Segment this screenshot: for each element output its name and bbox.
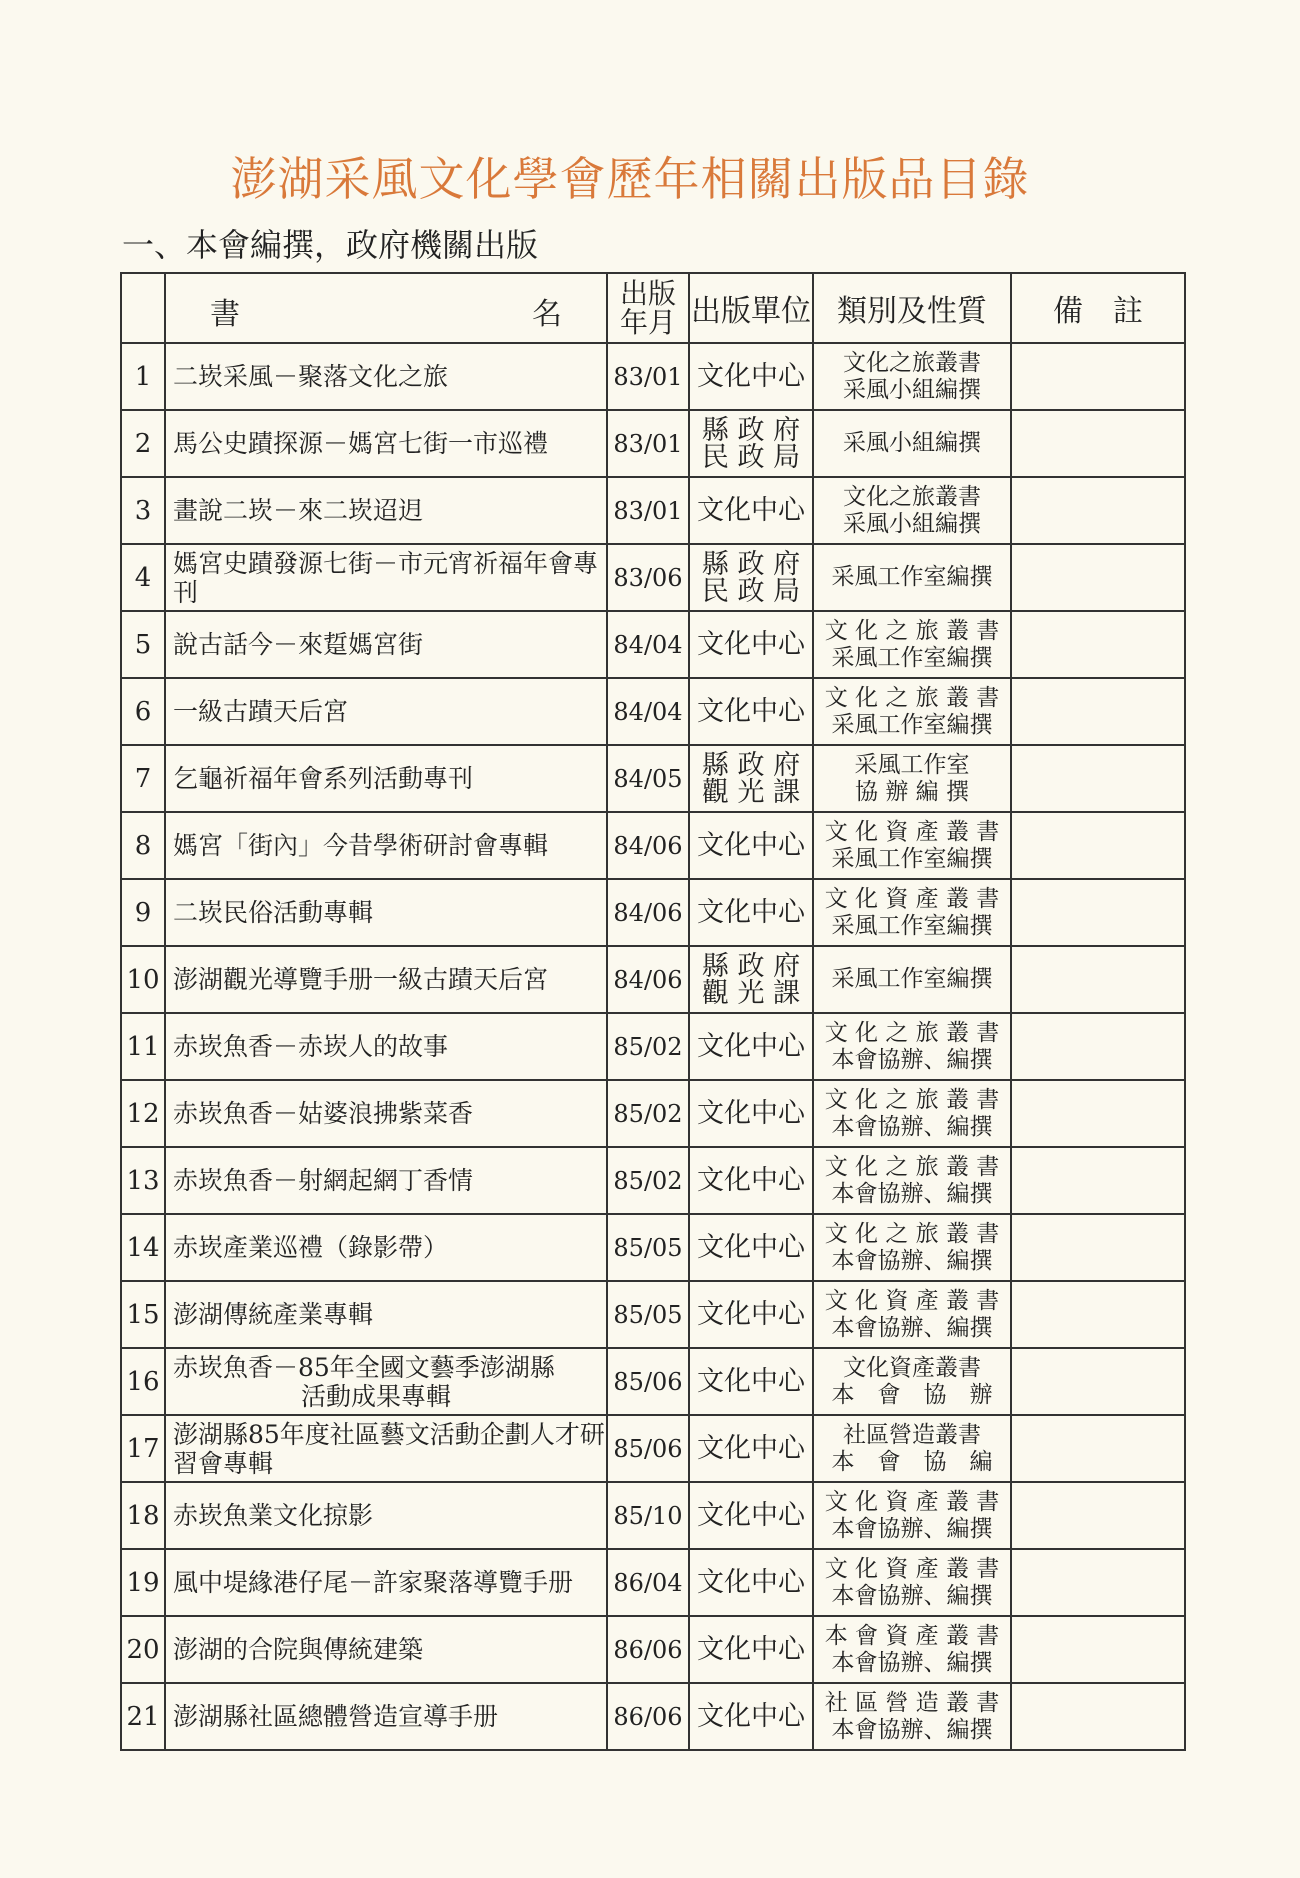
row-number: 19 [121, 1549, 165, 1616]
row-category [813, 1683, 1011, 1750]
row-category [813, 1348, 1011, 1415]
header-date-line2: 年月 [619, 306, 676, 339]
row-title [165, 1147, 607, 1214]
row-date: 83/01 [607, 410, 689, 477]
row-title [165, 1415, 607, 1482]
publisher-line: 縣 政 府 [701, 950, 801, 982]
category-line: 本 會 資 產 叢 書 [824, 1622, 1000, 1649]
category-line: 采風工作室編撰 [831, 912, 993, 939]
row-date: 85/06 [607, 1348, 689, 1415]
row-publisher [689, 1013, 813, 1080]
table-header-row [121, 273, 1185, 343]
row-title-text: 媽宮史蹟發源七街－市元宵祈福年會專刊 [173, 548, 599, 607]
table-row [121, 1415, 1185, 1482]
row-date: 86/06 [607, 1683, 689, 1750]
row-date: 85/05 [607, 1281, 689, 1348]
table-row [121, 611, 1185, 678]
header-number [121, 273, 165, 343]
row-publisher [689, 812, 813, 879]
row-note [1011, 1214, 1185, 1281]
publisher-line: 文化中心 [697, 629, 805, 660]
row-note [1011, 946, 1185, 1013]
publisher-line: 文化中心 [697, 495, 805, 526]
row-publisher [689, 611, 813, 678]
row-category [813, 812, 1011, 879]
row-number: 20 [121, 1616, 165, 1683]
row-publisher [689, 1616, 813, 1683]
header-note: 備 註 [1011, 273, 1185, 343]
category-line: 采風小組編撰 [843, 510, 981, 537]
publisher-line: 文化中心 [697, 1299, 805, 1330]
row-publisher [689, 1683, 813, 1750]
row-category [813, 1080, 1011, 1147]
row-title [165, 946, 607, 1013]
category-line: 文 化 之 旅 叢 書 [824, 1086, 1000, 1113]
row-category [813, 1549, 1011, 1616]
row-date: 85/05 [607, 1214, 689, 1281]
row-publisher [689, 1281, 813, 1348]
publisher-line: 文化中心 [697, 1701, 805, 1732]
category-line: 文 化 之 旅 叢 書 [824, 1220, 1000, 1247]
category-line: 采風小組編撰 [843, 430, 981, 456]
row-note [1011, 477, 1185, 544]
row-category [813, 611, 1011, 678]
row-number: 17 [121, 1415, 165, 1482]
category-line: 社區營造叢書 [843, 1421, 981, 1448]
row-title-text: 說古話今－來踅媽宮街 [173, 630, 424, 659]
category-line: 本會協辦、編撰 [831, 1180, 993, 1207]
table-row [121, 343, 1185, 410]
category-line: 本會協辦、編撰 [831, 1649, 993, 1676]
header-title-left: 書 [210, 297, 240, 332]
publisher-line: 縣 政 府 [701, 548, 801, 580]
row-note [1011, 611, 1185, 678]
row-number: 16 [121, 1348, 165, 1415]
table-row [121, 477, 1185, 544]
row-title [165, 477, 607, 544]
row-title [165, 1080, 607, 1147]
row-number: 10 [121, 946, 165, 1013]
section-heading: 一、本會編撰，政府機關出版 [122, 226, 539, 264]
table-row [121, 1616, 1185, 1683]
category-line: 文 化 之 旅 叢 書 [824, 1153, 1000, 1180]
category-line: 采風工作室編撰 [831, 564, 993, 590]
header-title [165, 273, 607, 343]
row-publisher [689, 1348, 813, 1415]
row-title [165, 1281, 607, 1348]
row-number: 9 [121, 879, 165, 946]
row-note [1011, 812, 1185, 879]
category-line: 本會協辦、編撰 [831, 1716, 993, 1743]
table-row [121, 1080, 1185, 1147]
category-line: 本 會 協 辦 [831, 1381, 993, 1408]
table-row [121, 1147, 1185, 1214]
table-row [121, 1549, 1185, 1616]
publisher-line: 縣 政 府 [701, 749, 801, 781]
row-publisher [689, 1214, 813, 1281]
publisher-line: 文化中心 [697, 830, 805, 861]
category-line: 本會協辦、編撰 [831, 1046, 993, 1073]
table-row [121, 745, 1185, 812]
row-title-text: 馬公史蹟探源－媽宮七街一市巡禮 [173, 429, 549, 458]
row-publisher [689, 1549, 813, 1616]
publisher-line: 文化中心 [697, 1232, 805, 1263]
category-line: 文 化 資 產 叢 書 [824, 1555, 1000, 1582]
publisher-line: 文化中心 [697, 1098, 805, 1129]
header-date [607, 273, 689, 343]
row-category [813, 410, 1011, 477]
row-date: 85/10 [607, 1482, 689, 1549]
row-title [165, 343, 607, 410]
row-note [1011, 544, 1185, 611]
row-number: 11 [121, 1013, 165, 1080]
row-note [1011, 410, 1185, 477]
row-note [1011, 1415, 1185, 1482]
row-title-text: 澎湖傳統產業專輯 [173, 1300, 374, 1329]
row-number: 5 [121, 611, 165, 678]
row-title-text: 澎湖縣社區總體營造宣導手册 [173, 1702, 499, 1731]
row-title-text: 畫說二崁－來二崁迢迌 [173, 496, 424, 525]
row-title-text: 澎湖的合院與傳統建築 [173, 1635, 424, 1664]
row-title [165, 812, 607, 879]
category-line: 采風小組編撰 [843, 376, 981, 403]
table-row [121, 1214, 1185, 1281]
row-number: 3 [121, 477, 165, 544]
row-date: 83/01 [607, 343, 689, 410]
publisher-line: 觀 光 課 [701, 977, 801, 1009]
row-date: 83/01 [607, 477, 689, 544]
row-date: 84/06 [607, 812, 689, 879]
row-note [1011, 1683, 1185, 1750]
row-category [813, 1616, 1011, 1683]
row-date: 85/02 [607, 1013, 689, 1080]
row-title-text: 乞龜祈福年會系列活動專刊 [173, 764, 474, 793]
row-title-text-line2: 活動成果專輯 [301, 1381, 452, 1411]
row-publisher [689, 879, 813, 946]
row-note [1011, 1616, 1185, 1683]
row-title-text: 赤崁魚香－85年全國文藝季澎湖縣 [173, 1352, 555, 1382]
row-category [813, 1281, 1011, 1348]
category-line: 采風工作室編撰 [831, 711, 993, 738]
publisher-line: 文化中心 [697, 1366, 805, 1397]
category-line: 文化資產叢書 [843, 1354, 981, 1381]
row-category [813, 1013, 1011, 1080]
publisher-line: 文化中心 [697, 696, 805, 727]
row-number: 2 [121, 410, 165, 477]
category-line: 采風工作室編撰 [831, 845, 993, 872]
row-number: 21 [121, 1683, 165, 1750]
row-title [165, 745, 607, 812]
publication-table [120, 272, 1186, 1751]
table-row [121, 410, 1185, 477]
publisher-line: 觀 光 課 [701, 776, 801, 808]
row-publisher [689, 1482, 813, 1549]
table-row [121, 544, 1185, 611]
row-number: 4 [121, 544, 165, 611]
row-title-text: 赤崁魚香－射網起網丁香情 [173, 1166, 474, 1195]
category-line: 本會協辦、編撰 [831, 1314, 993, 1341]
table-row [121, 812, 1185, 879]
category-line: 采風工作室 [854, 751, 970, 778]
row-publisher [689, 477, 813, 544]
header-category: 類別及性質 [813, 273, 1011, 343]
row-title-text: 二崁采風－聚落文化之旅 [173, 362, 449, 391]
row-category [813, 1415, 1011, 1482]
header-publisher: 出版單位 [689, 273, 813, 343]
row-title-text: 赤崁魚香－赤崁人的故事 [173, 1032, 449, 1061]
document-title: 澎湖采風文化學會歷年相關出版品目錄 [230, 152, 1030, 206]
publisher-line: 民 政 局 [701, 441, 801, 473]
row-title [165, 1348, 607, 1415]
row-date: 84/04 [607, 611, 689, 678]
row-date: 84/04 [607, 678, 689, 745]
row-note [1011, 1549, 1185, 1616]
row-note [1011, 343, 1185, 410]
category-line: 文 化 之 旅 叢 書 [824, 1019, 1000, 1046]
row-date: 85/02 [607, 1080, 689, 1147]
row-number: 13 [121, 1147, 165, 1214]
publisher-line: 民 政 局 [701, 575, 801, 607]
publisher-line: 文化中心 [697, 1567, 805, 1598]
row-publisher [689, 946, 813, 1013]
row-title-text: 澎湖觀光導覽手册一級古蹟天后宮 [173, 965, 549, 994]
row-number: 12 [121, 1080, 165, 1147]
row-category [813, 1147, 1011, 1214]
row-date: 84/06 [607, 946, 689, 1013]
row-publisher [689, 343, 813, 410]
row-publisher [689, 745, 813, 812]
row-title [165, 1482, 607, 1549]
category-line: 協 辦 編 撰 [855, 778, 969, 805]
table-row [121, 879, 1185, 946]
category-line: 文 化 之 旅 叢 書 [824, 617, 1000, 644]
category-line: 文化之旅叢書 [843, 349, 981, 376]
table-row [121, 946, 1185, 1013]
publisher-line: 文化中心 [697, 1165, 805, 1196]
row-title [165, 1214, 607, 1281]
row-category [813, 946, 1011, 1013]
header-title-right: 名 [532, 297, 562, 332]
row-date: 84/06 [607, 879, 689, 946]
row-title [165, 1549, 607, 1616]
row-note [1011, 1013, 1185, 1080]
row-category [813, 343, 1011, 410]
category-line: 本會協辦、編撰 [831, 1247, 993, 1274]
table-row [121, 1683, 1185, 1750]
publisher-line: 文化中心 [697, 897, 805, 928]
row-category [813, 879, 1011, 946]
row-date: 85/02 [607, 1147, 689, 1214]
row-number: 15 [121, 1281, 165, 1348]
row-date: 84/05 [607, 745, 689, 812]
category-line: 文 化 資 產 叢 書 [824, 885, 1000, 912]
row-note [1011, 1147, 1185, 1214]
table-row [121, 678, 1185, 745]
row-note [1011, 745, 1185, 812]
row-title [165, 1013, 607, 1080]
row-publisher [689, 1147, 813, 1214]
row-title [165, 410, 607, 477]
row-publisher [689, 1415, 813, 1482]
category-line: 文 化 資 產 叢 書 [824, 1488, 1000, 1515]
category-line: 文 化 之 旅 叢 書 [824, 684, 1000, 711]
row-number: 18 [121, 1482, 165, 1549]
row-number: 7 [121, 745, 165, 812]
category-line: 本會協辦、編撰 [831, 1113, 993, 1140]
row-note [1011, 1348, 1185, 1415]
publisher-line: 文化中心 [697, 1031, 805, 1062]
row-number: 8 [121, 812, 165, 879]
row-title-text: 風中堤緣港仔尾－許家聚落導覽手册 [173, 1568, 574, 1597]
row-category [813, 678, 1011, 745]
row-category [813, 1482, 1011, 1549]
category-line: 本 會 協 編 [831, 1448, 993, 1475]
publisher-line: 文化中心 [697, 1500, 805, 1531]
row-date: 85/06 [607, 1415, 689, 1482]
row-category [813, 544, 1011, 611]
table-row [121, 1013, 1185, 1080]
row-title [165, 544, 607, 611]
row-category [813, 1214, 1011, 1281]
publisher-line: 文化中心 [697, 1433, 805, 1464]
row-number: 14 [121, 1214, 165, 1281]
row-category [813, 745, 1011, 812]
row-note [1011, 1482, 1185, 1549]
row-title-text: 澎湖縣85年度社區藝文活動企劃人才研習會專輯 [173, 1419, 605, 1478]
row-publisher [689, 544, 813, 611]
table-row [121, 1348, 1185, 1415]
row-title [165, 611, 607, 678]
row-title-text: 媽宮「街內」今昔學術研討會專輯 [173, 831, 549, 860]
publisher-line: 文化中心 [697, 361, 805, 392]
row-title-text: 二崁民俗活動專輯 [173, 898, 374, 927]
row-date: 86/04 [607, 1549, 689, 1616]
publisher-line: 縣 政 府 [701, 414, 801, 446]
category-line: 采風工作室編撰 [831, 644, 993, 671]
row-note [1011, 1281, 1185, 1348]
row-category [813, 477, 1011, 544]
category-line: 本會協辦、編撰 [831, 1582, 993, 1609]
table-row [121, 1482, 1185, 1549]
row-note [1011, 678, 1185, 745]
row-date: 83/06 [607, 544, 689, 611]
row-title-text: 赤崁魚業文化掠影 [173, 1501, 374, 1530]
row-title [165, 1683, 607, 1750]
row-title-text: 一級古蹟天后宮 [173, 697, 349, 726]
header-date-line1: 出版 [619, 277, 676, 310]
row-title [165, 879, 607, 946]
category-line: 文化之旅叢書 [843, 483, 981, 510]
row-title-text: 赤崁產業巡禮（錄影帶） [173, 1233, 449, 1262]
row-note [1011, 879, 1185, 946]
publisher-line: 文化中心 [697, 1634, 805, 1665]
row-title [165, 678, 607, 745]
row-title [165, 1616, 607, 1683]
category-line: 本會協辦、編撰 [831, 1515, 993, 1542]
row-note [1011, 1080, 1185, 1147]
category-line: 采風工作室編撰 [831, 966, 993, 992]
row-number: 6 [121, 678, 165, 745]
category-line: 社 區 營 造 叢 書 [824, 1689, 1000, 1716]
row-publisher [689, 410, 813, 477]
row-publisher [689, 678, 813, 745]
row-number: 1 [121, 343, 165, 410]
category-line: 文 化 資 產 叢 書 [824, 1287, 1000, 1314]
row-title-text: 赤崁魚香－姑婆浪拂紫菜香 [173, 1099, 474, 1128]
category-line: 文 化 資 產 叢 書 [824, 818, 1000, 845]
table-row [121, 1281, 1185, 1348]
row-date: 86/06 [607, 1616, 689, 1683]
row-publisher [689, 1080, 813, 1147]
